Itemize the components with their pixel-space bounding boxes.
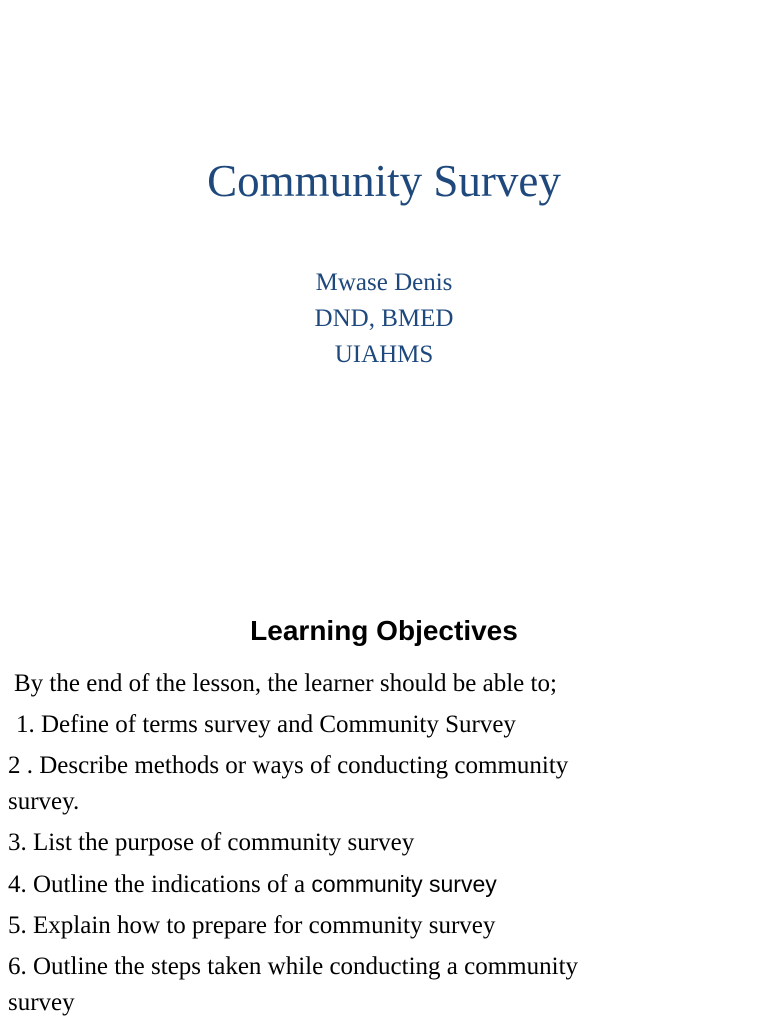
objective-item-3: 3. List the purpose of community survey bbox=[8, 829, 415, 856]
slide-title: Community Survey bbox=[207, 156, 561, 206]
author-institution: UIAHMS bbox=[334, 341, 434, 368]
objective-item-4-text: 4. Outline the indications of a bbox=[8, 871, 312, 898]
objective-item-5: 5. Explain how to prepare for community survey bbox=[8, 912, 496, 939]
objective-item-2-line-1: 2 . Describe methods or ways of conducting community bbox=[8, 752, 569, 779]
objective-item-4 bbox=[8, 866, 708, 903]
objective-item-4-emphasis: community survey bbox=[311, 871, 497, 897]
author-credentials: DND, BMED bbox=[314, 305, 454, 332]
objective-item-1: 1. Define of terms survey and Community Survey bbox=[16, 711, 516, 738]
objectives-intro: By the end of the lesson, the learner should be able to; bbox=[14, 670, 557, 697]
author-info bbox=[0, 265, 768, 373]
objective-item-6-line-1: 6. Outline the steps taken while conducting a community bbox=[8, 953, 579, 980]
objective-item-2-line-2: survey. bbox=[8, 788, 80, 815]
objectives-heading: Learning Objectives bbox=[250, 615, 518, 646]
objectives-list bbox=[8, 666, 708, 1021]
author-name: Mwase Denis bbox=[315, 269, 453, 296]
objective-item-6-line-2: survey bbox=[8, 989, 75, 1016]
